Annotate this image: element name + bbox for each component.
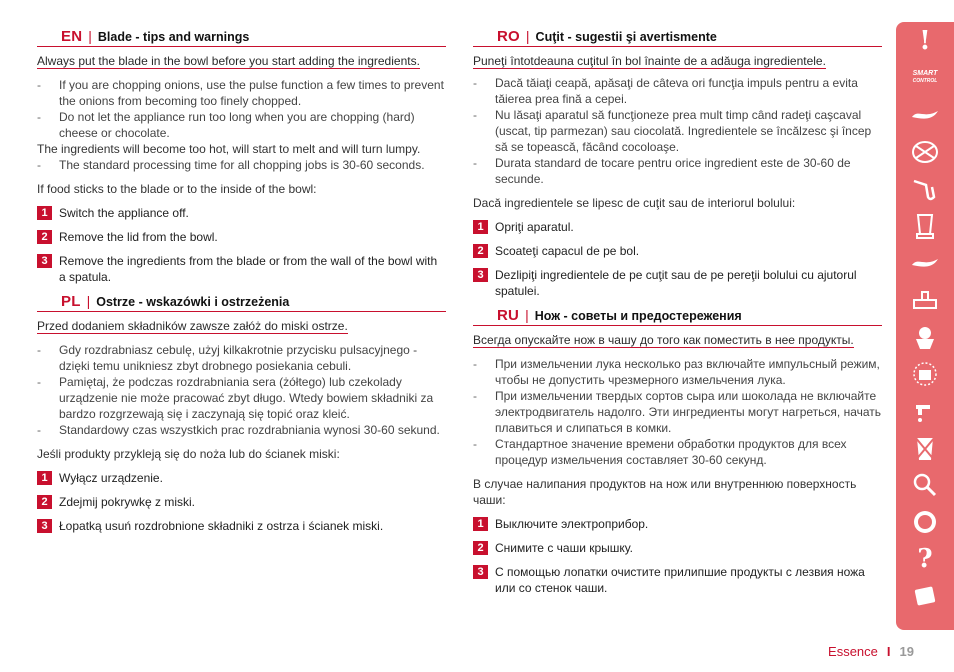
list-item: - Standardowy czas wszystkich prac rozdrabniania wynosi 30-60 sekund. xyxy=(37,422,446,438)
warning-icon[interactable]: ! xyxy=(919,25,931,56)
section-header xyxy=(37,293,446,312)
step-number: 1 xyxy=(473,517,488,531)
step-item xyxy=(37,518,446,534)
list-item: - If you are chopping onions, use the pulse function a few times to prevent the onions from becoming too finely chopped. xyxy=(37,77,446,109)
brand-name: Essence xyxy=(828,644,878,659)
section-header xyxy=(473,307,882,326)
lead-text: Przed dodaniem składników zawsze załóż do miski ostrze. xyxy=(37,319,348,333)
divider-pipe: | xyxy=(525,28,530,44)
step-text: Выключите электроприбор. xyxy=(495,517,649,531)
footer-separator: I xyxy=(886,644,891,659)
step-number: 2 xyxy=(473,541,488,555)
step-item xyxy=(37,205,446,221)
step-text: С помощью лопатки очистите прилипшие продукты с лезвия ножа или со стенок чаши. xyxy=(495,565,865,595)
list-item: - При измельчении твердых сортов сыра или шоколада не включайте электродвигатель надолго. Эти ингредиенты могут нагреться, начать плавиться и слипаться в комки. xyxy=(473,388,882,436)
list-item: - Pamiętaj, że podczas rozdrabniania sera (żółtego) lub czekolady urządzenie nie może pracować zbyt długo. Wtedy bowiem składniki za bardzo rozgrzewają się i zaczynają się topić oraz kleić. xyxy=(37,374,446,422)
juicer-icon[interactable] xyxy=(896,281,954,318)
step-number: 1 xyxy=(473,220,488,234)
section-ru xyxy=(473,307,882,596)
step-item xyxy=(473,267,882,299)
tips-list xyxy=(473,356,882,468)
section-header xyxy=(473,28,882,47)
lead-text: Always put the blade in the bowl before you start adding the ingredients. xyxy=(37,54,420,68)
tips-list xyxy=(473,75,882,187)
page-footer xyxy=(828,644,914,659)
lead-text-wrap xyxy=(473,332,882,348)
section-ro xyxy=(473,28,882,299)
step-number: 3 xyxy=(37,519,52,533)
section-en xyxy=(37,28,446,285)
steps-list xyxy=(37,470,446,534)
steps-list xyxy=(473,219,882,299)
intro-text: Jeśli produkty przykleją się do noża lub do ścianek miski: xyxy=(37,447,340,461)
divider-pipe: | xyxy=(525,307,529,323)
step-item xyxy=(37,253,446,285)
lead-text-wrap xyxy=(37,53,446,69)
recipes-icon[interactable] xyxy=(896,577,954,614)
citrus-press-icon[interactable] xyxy=(896,318,954,355)
help-icon[interactable]: ? xyxy=(917,543,933,574)
recycle-bin-icon[interactable] xyxy=(896,429,954,466)
tips-list xyxy=(37,342,446,438)
guarantee-icon[interactable] xyxy=(896,503,954,540)
step-item xyxy=(473,219,882,235)
language-code: RO xyxy=(497,28,520,45)
whisk-disc-icon[interactable] xyxy=(896,133,954,170)
cleaning-tap-icon[interactable] xyxy=(896,392,954,429)
list-item: - При измельчении лука несколько раз включайте импульсный режим, чтобы не допустить чрезмерного измельчения лука. xyxy=(473,356,882,388)
step-text: Zdejmij pokrywkę z miski. xyxy=(59,495,196,509)
kneading-hook-icon[interactable] xyxy=(896,170,954,207)
intro-text: Dacă ingredientele se lipesc de cuţit sau de interiorul bolului: xyxy=(473,196,796,210)
list-item: - Do not let the appliance run too long when you are chopping (hard) cheese or chocolate. xyxy=(37,109,446,141)
step-text: Opriţi aparatul. xyxy=(495,220,574,234)
step-item xyxy=(473,564,882,596)
page-number: 19 xyxy=(899,644,914,659)
note-text: The ingredients will become too hot, will start to melt and will turn lumpy. xyxy=(37,142,421,156)
step-text: Switch the appliance off. xyxy=(59,206,189,220)
step-text: Remove the ingredients from the blade or from the wall of the bowl with a spatula. xyxy=(59,254,438,284)
step-item xyxy=(37,494,446,510)
chapter-sidebar xyxy=(896,22,954,630)
lead-text-wrap xyxy=(473,53,882,69)
step-text: Снимите с чаши крышку. xyxy=(495,541,633,555)
step-item xyxy=(37,470,446,486)
steps-list xyxy=(473,516,882,596)
smart-control-icon[interactable] xyxy=(896,59,954,96)
step-number: 2 xyxy=(37,230,52,244)
step-text: Wyłącz urządzenie. xyxy=(59,471,163,485)
step-item xyxy=(473,516,882,532)
language-code: EN xyxy=(61,28,83,45)
step-item xyxy=(473,540,882,556)
tips-list xyxy=(37,157,446,173)
blender-jug-icon[interactable] xyxy=(896,207,954,244)
right-column xyxy=(473,28,882,604)
lead-text: Всегда опускайте нож в чашу до того как поместить в нее продукты. xyxy=(473,333,854,347)
blade-icon[interactable] xyxy=(896,96,954,133)
tips-list xyxy=(37,77,446,141)
steps-list xyxy=(37,205,446,285)
list-item: - Durata standard de tocare pentru orice ingredient este de 30-60 de secunde. xyxy=(473,155,882,187)
step-number: 2 xyxy=(37,495,52,509)
section-title: Cuţit - sugestii şi avertismente xyxy=(535,30,717,44)
search-icon[interactable] xyxy=(896,466,954,503)
list-item: - Dacă tăiaţi ceapă, apăsaţi de câteva ori funcţia impuls pentru a evita tăierea prea fină a cepei. xyxy=(473,75,882,107)
section-header xyxy=(37,28,446,47)
step-text: Remove the lid from the bowl. xyxy=(59,230,218,244)
language-code: PL xyxy=(61,293,81,310)
step-number: 3 xyxy=(37,254,52,268)
divider-pipe: | xyxy=(86,293,91,309)
lead-text: Puneţi întotdeauna cuţitul în bol înainte de a adăuga ingredientele. xyxy=(473,54,826,68)
divider-pipe: | xyxy=(88,28,92,44)
section-pl xyxy=(37,293,446,534)
step-text: Scoateţi capacul de pe bol. xyxy=(495,244,640,258)
section-title: Ostrze - wskazówki i ostrzeżenia xyxy=(96,295,290,309)
slicing-disc-icon[interactable] xyxy=(896,244,954,281)
step-number: 3 xyxy=(473,268,488,282)
section-title: Нож - советы и предостережения xyxy=(534,309,742,323)
smart-sub-label: CONTROL xyxy=(912,78,938,84)
intro-text: В случае налипания продуктов на нож или внутреннюю поверхность чаши: xyxy=(473,477,857,507)
left-column xyxy=(37,28,446,542)
intro-text: If food sticks to the blade or to the inside of the bowl: xyxy=(37,182,317,196)
list-item: - The standard processing time for all chopping jobs is 30-60 seconds. xyxy=(37,157,446,173)
step-item xyxy=(37,229,446,245)
list-item: - Стандартное значение времени обработки продуктов для всех процедур измельчения составляет 30-60 секунд. xyxy=(473,436,882,468)
step-number: 3 xyxy=(473,565,488,579)
step-text: Łopatką usuń rozdrobnione składniki z ostrza i ścianek miski. xyxy=(59,519,384,533)
language-code: RU xyxy=(497,307,520,324)
lead-text-wrap xyxy=(37,318,446,334)
section-title: Blade - tips and warnings xyxy=(97,30,250,44)
step-number: 1 xyxy=(37,206,52,220)
step-number: 2 xyxy=(473,244,488,258)
step-item xyxy=(473,243,882,259)
storage-icon[interactable] xyxy=(896,355,954,392)
step-text: Dezlipiţi ingredientele de pe cuţit sau de pe pereţii bolului cu ajutorul spatulei. xyxy=(495,268,857,298)
smart-label: SMART xyxy=(912,70,938,77)
list-item: - Nu lăsaţi aparatul să funcţioneze prea mult timp când radeţi caşcaval (uscat, tip parmezan) sau ciocolată. Ingredientele se încălzesc şi încep să se topească, făcând cocoloaşe. xyxy=(473,107,882,155)
step-number: 1 xyxy=(37,471,52,485)
list-item: - Gdy rozdrabniasz cebulę, użyj kilkakrotnie przycisku pulsacyjnego - dzięki temu unikniesz zbyt drobnego posiekania cebuli. xyxy=(37,342,446,374)
